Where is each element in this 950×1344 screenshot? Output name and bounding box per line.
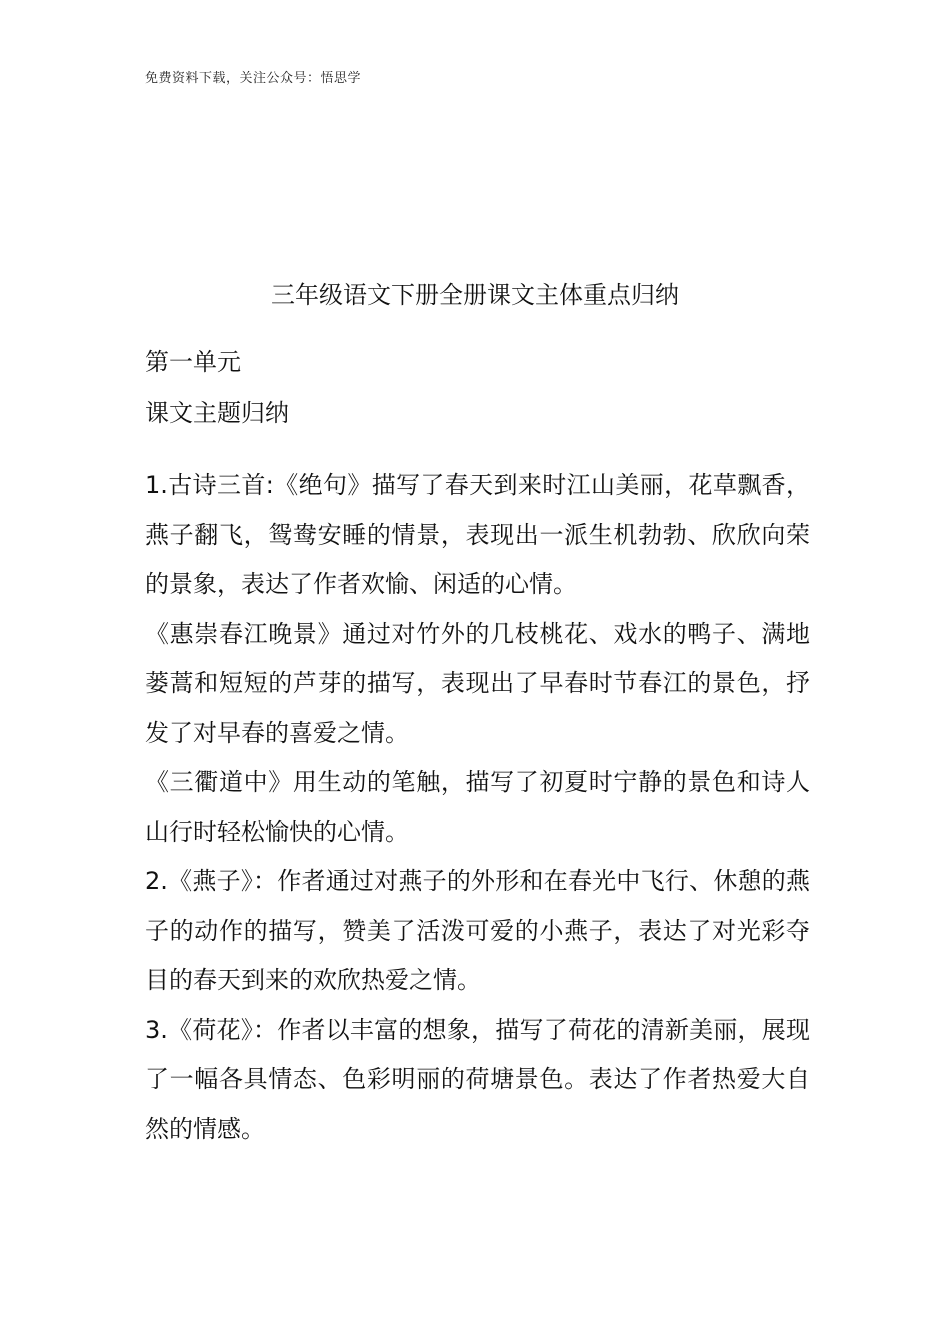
unit-heading: 第一单元 xyxy=(145,348,241,376)
header-note: 免费资料下载，关注公众号：悟思学 xyxy=(145,71,362,86)
section-heading: 课文主题归纳 xyxy=(145,399,289,427)
paragraph-lotus: 3.《荷花》：作者以丰富的想象，描写了荷花的清新美丽，展现了一幅各具情态、色彩明丽的荷塘景色。表达了作者热爱大自然的情感。 xyxy=(145,1015,810,1143)
body-text xyxy=(145,461,810,1154)
paragraph-sanqu: 《三衢道中》用生动的笔触，描写了初夏时宁静的景色和诗人山行时轻松愉快的心情。 xyxy=(145,768,810,846)
document-title: 三年级语文下册全册课文主体重点归纳 xyxy=(271,281,679,309)
paragraph-ancient-poems: 1.古诗三首:《绝句》描写了春天到来时江山美丽，花草飘香，燕子翻飞，鸳鸯安睡的情景，表现出一派生机勃勃、欣欣向荣的景象，表达了作者欢愉、闲适的心情。 xyxy=(145,471,810,598)
paragraph-swallow: 2.《燕子》：作者通过对燕子的外形和在春光中飞行、休憩的燕子的动作的描写，赞美了活泼可爱的小燕子，表达了对光彩夺目的春天到来的欢欣热爱之情。 xyxy=(145,867,810,994)
paragraph-huichong: 《惠崇春江晚景》通过对竹外的几枝桃花、戏水的鸭子、满地蒌蒿和短短的芦芽的描写，表现出了早春时节春江的景色，抒发了对早春的喜爱之情。 xyxy=(145,619,810,747)
